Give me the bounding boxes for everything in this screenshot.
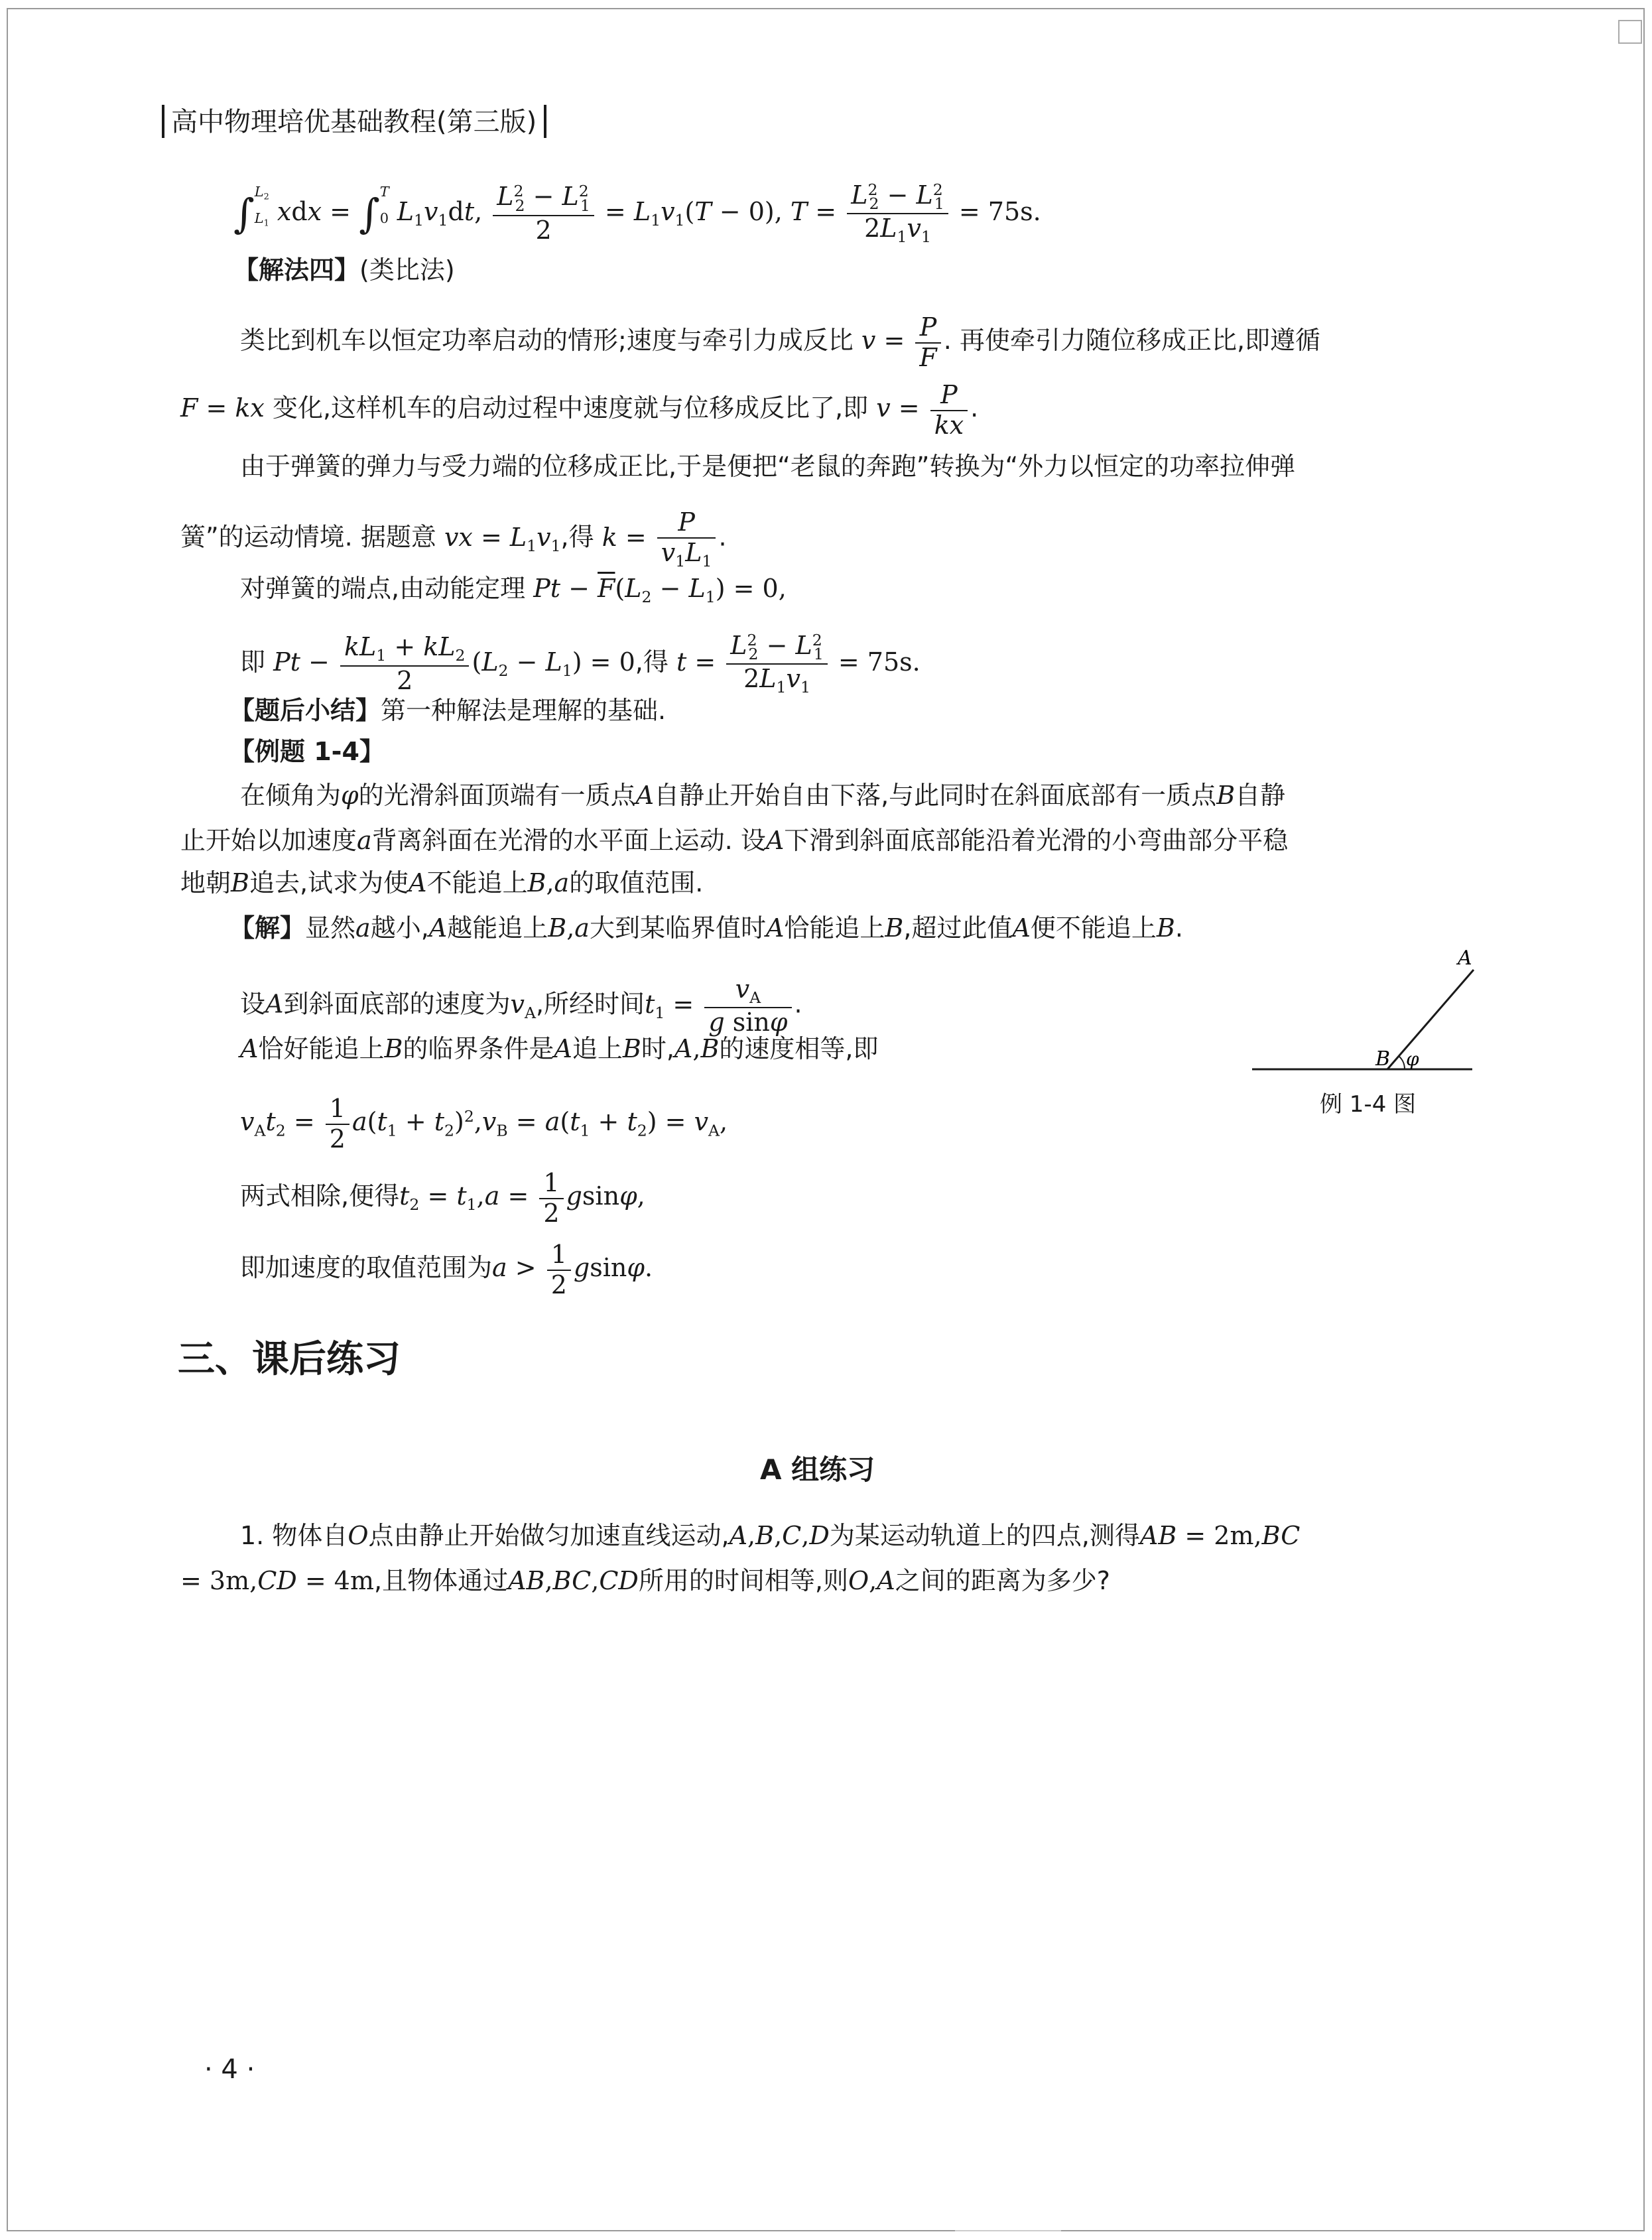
method4-paragraph-6: 即 Pt − $\frac{kL_1 + kL_2}{2}$ $(L_2 - L_1) = 0$,得 t = $\frac{L^2_2 - L^2_1}{2L_1v_1}$ = 75s.: [240, 631, 921, 697]
example-line-1: 在倾角为φ的光滑斜面顶端有一质点A自静止开始自由下落,与此同时在斜面底部有一质点B自静: [240, 781, 1286, 810]
angle-arc: [1399, 1056, 1405, 1069]
scan-artifact: [955, 2230, 1061, 2231]
exercise-1-line-1: 1. 物体自O点由静止开始做匀加速直线运动,A,B,C,D为某运动轨道上的四点,测得AB = 2m,BC: [240, 1521, 1301, 1550]
summary-text: 第一种解法是理解的基础.: [381, 696, 667, 725]
section-heading: 三、课后练习: [178, 1338, 401, 1381]
method4-paragraph-3: 由于弹簧的弹力与受力端的位移成正比,于是便把“老鼠的奔跑”转换为“外力以恒定的功率拉伸弹: [240, 452, 1296, 481]
header-bar-right: [544, 105, 546, 138]
method4-paragraph-4: 簧”的运动情境. 据题意 vx = $L_1v_1$,得 k = $\frac{P}{v_1L_1}$ .: [180, 507, 727, 570]
solution-label: 【解】: [229, 913, 306, 943]
incline-line: [1387, 970, 1474, 1069]
solution-line-3: A恰好能追上B的临界条件是A追上B时,A,B的速度相等,即: [240, 1034, 879, 1063]
point-b-label: B: [1375, 1047, 1391, 1071]
running-header: 高中物理培优基础教程(第三版): [171, 107, 537, 137]
solution-line-1: 【解】显然a越小,A越能追上B,a大到某临界值时A恰能追上B,超过此值A便不能追上B.: [229, 913, 1183, 943]
method4-note: (类比法): [359, 255, 455, 285]
example-line-3: 地朝B追去,试求为使A不能追上B,a的取值范围.: [180, 868, 704, 897]
example-line-2: 止开始以加速度a背离斜面在光滑的水平面上运动. 设A下滑到斜面底部能沿着光滑的小弯曲部分平稳: [180, 826, 1289, 855]
integral-equation: $\int L_2$ $L_1$ xdx = ∫T 0 $L_1v_1dt$, $\frac{L^2_2 - L^2_1}{2}$ = $L_1v_1(T - 0)$, T = $\frac{L^2_2 - L^2_1}{2L_1v_1}$ = 75s.: [233, 180, 1041, 247]
example-label: 【例题 1-4】: [229, 737, 385, 766]
solution-line-6: 即加速度的取值范围为a > $\frac{1}{2}$ gsinφ.: [240, 1240, 653, 1299]
summary-label: 【题后小结】: [229, 696, 381, 725]
corner-mark: [1618, 20, 1642, 44]
method4-paragraph-2: F = kx 变化,这样机车的启动过程中速度就与位移成反比了,即 v = $\frac{P}{kx}$ .: [180, 380, 979, 440]
summary: [229, 698, 666, 723]
method4-label: 【解法四】: [233, 255, 360, 285]
method4-paragraph-1: 类比到机车以恒定功率启动的情形;速度与牵引力成反比 v = $\frac{P}{F}$ . 再使牵引力随位移成正比,即遵循: [240, 312, 1321, 372]
method4-paragraph-5: 对弹簧的端点,由动能定理 $Pt - \overline{F}(L_2 - L_1) = 0$,: [240, 574, 787, 607]
exercise-1-line-2: = 3m,CD = 4m,且物体通过AB,BC,CD所用的时间相等,则O,A之间的距离为多少?: [180, 1566, 1110, 1595]
method4-heading: [233, 257, 455, 283]
angle-phi-label: φ: [1406, 1048, 1419, 1070]
header-bar-left: [162, 105, 164, 138]
subsection-heading: A 组练习: [760, 1453, 875, 1486]
page-number: · 4 ·: [204, 2054, 255, 2085]
solution-line-5: 两式相除,便得$t_2 = t_1,a$ = $\frac{1}{2}$ gsinφ,: [240, 1168, 645, 1228]
solution-equation-1: $v_At_2$ = $\frac{1}{2}$ $a(t_1 + t_2)^2,v_B = a(t_1 + t_2) = v_A$,: [240, 1094, 728, 1153]
point-a-label: A: [1458, 949, 1472, 970]
solution-line-2: 设A到斜面底部的速度为$v_A$,所经时间$t_1$ = $\frac{v_A}{\text{g sinφ}}$ .: [240, 974, 802, 1037]
figure-caption: 例 1-4 图: [1320, 1091, 1417, 1118]
